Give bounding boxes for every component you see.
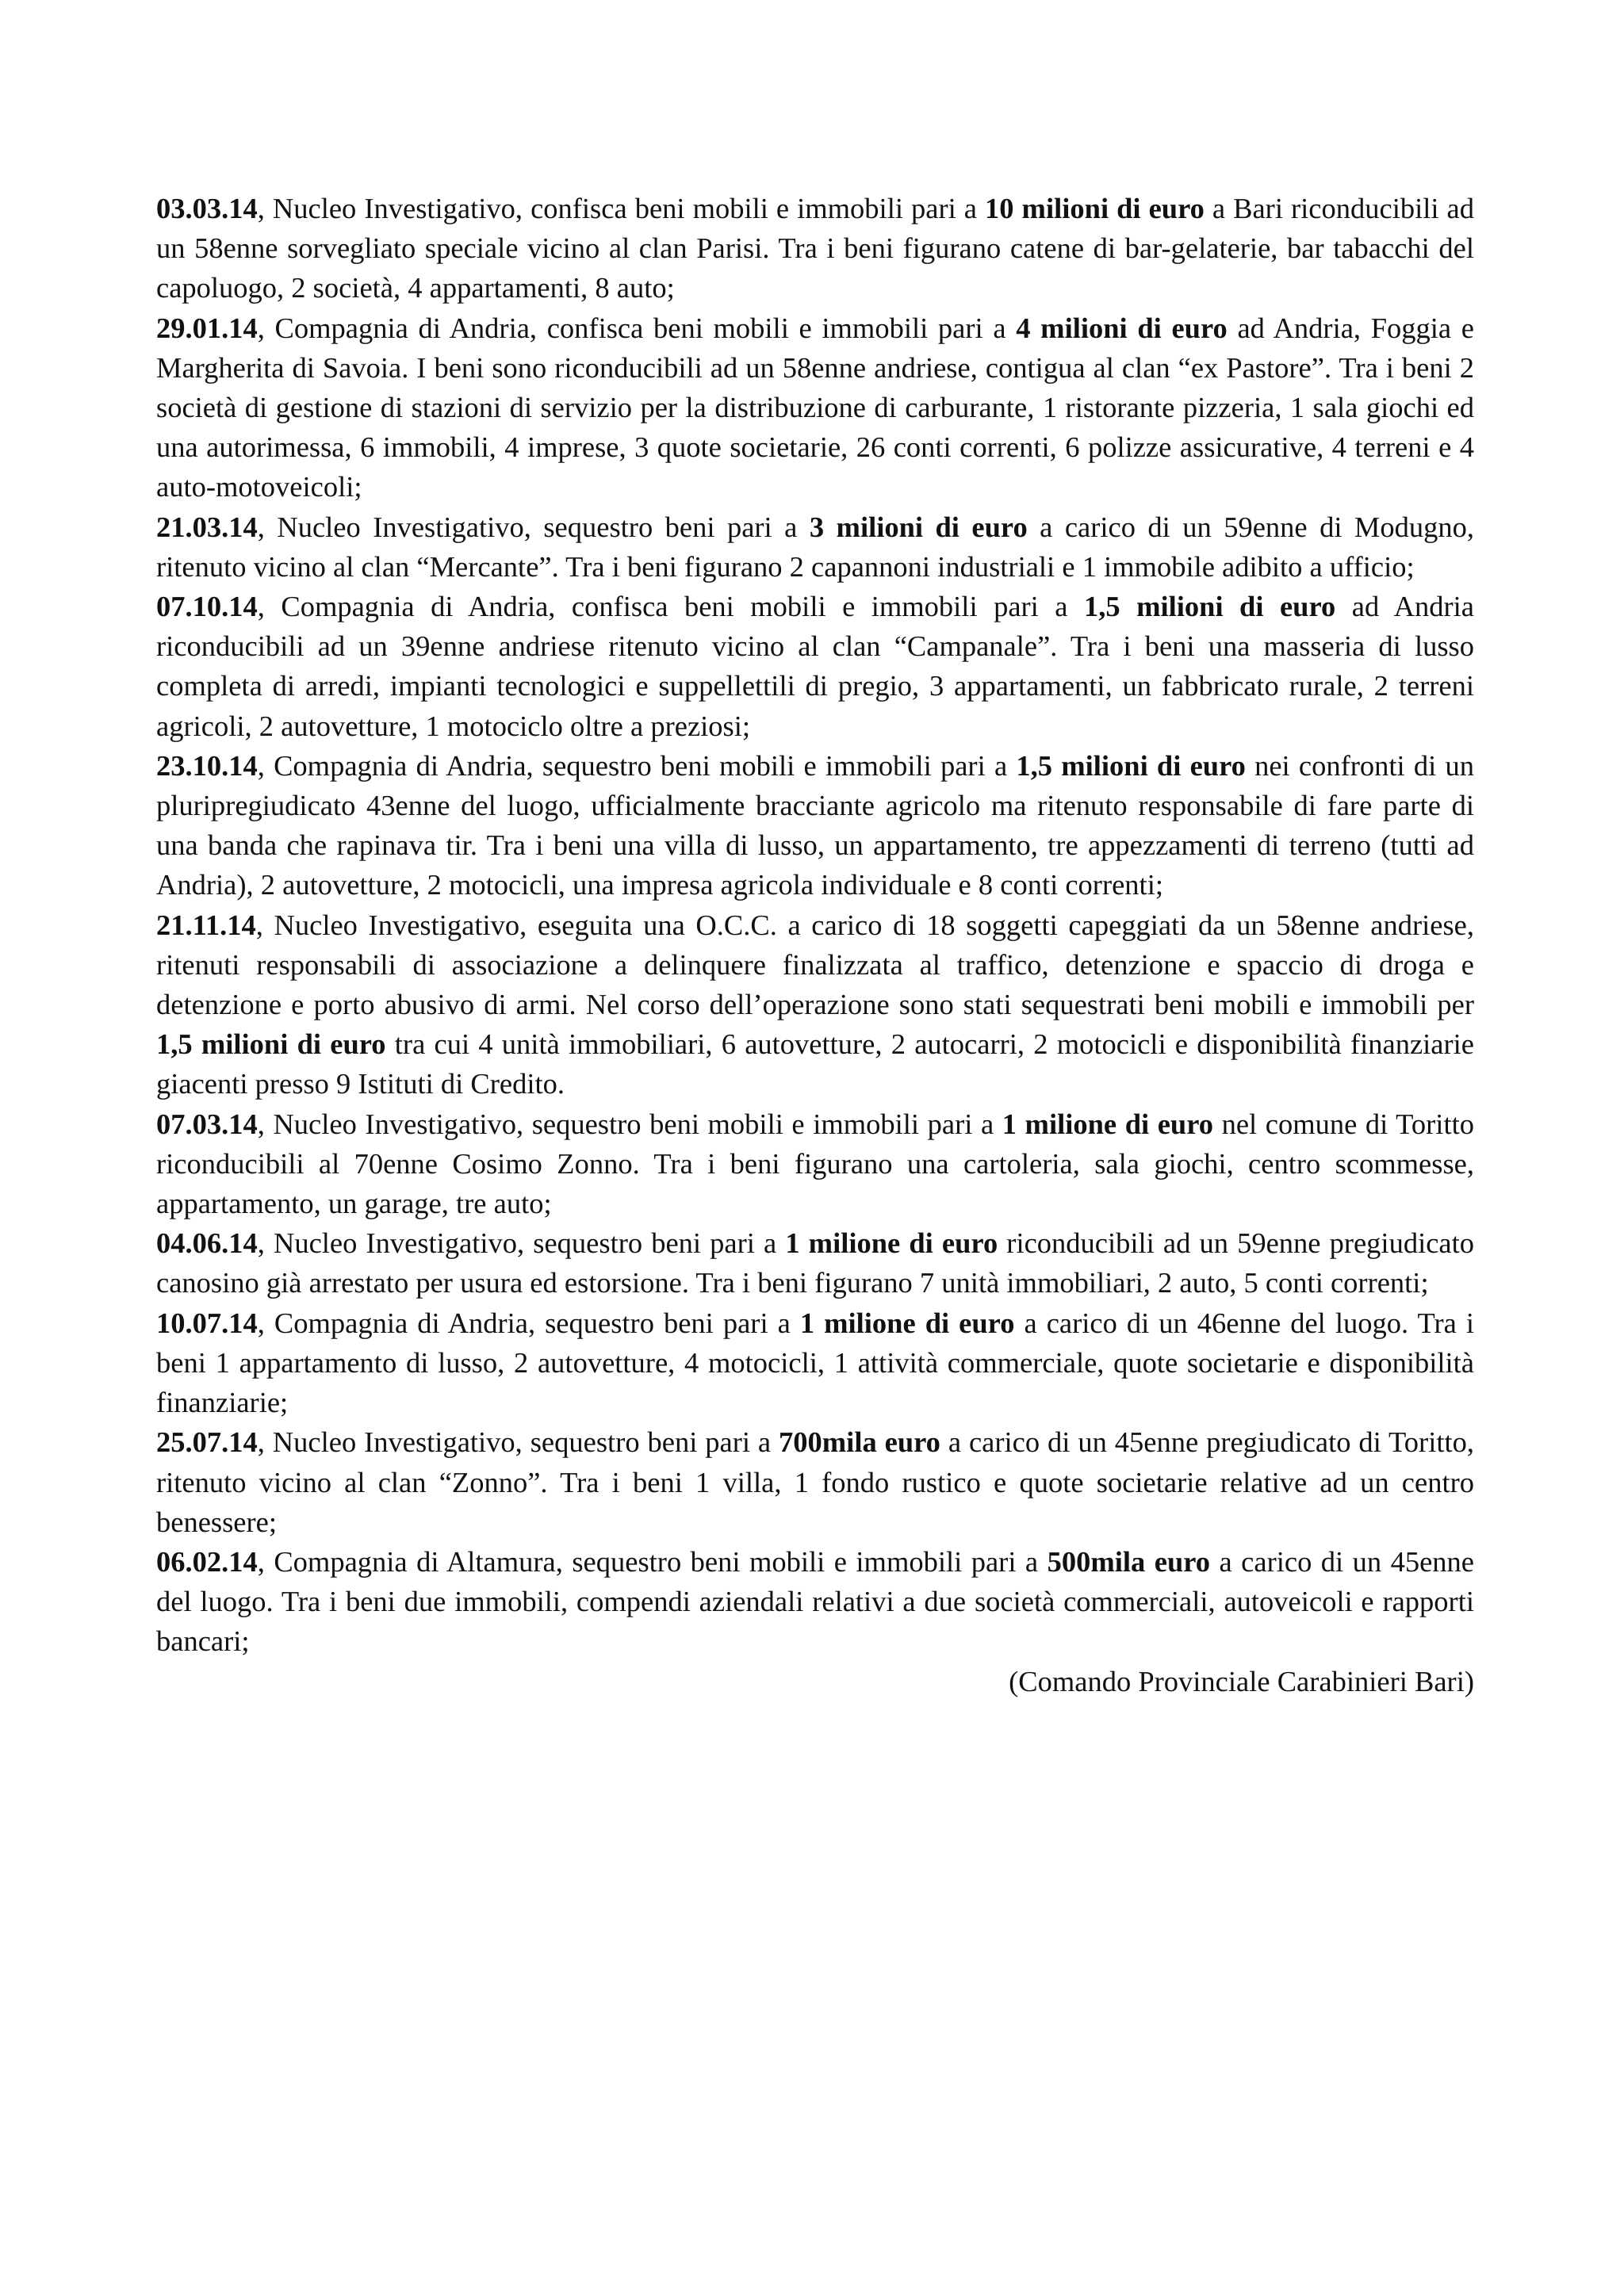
- document-page: [156, 189, 1474, 1701]
- entry-paragraph: [156, 1542, 1474, 1662]
- entry-bold-text: 03.03.14: [156, 192, 258, 224]
- entry-bold-text: 1,5 milioni di euro: [156, 1027, 386, 1061]
- entry-bold-text: 06.02.14: [156, 1544, 258, 1578]
- entry-text: , Nucleo Investigativo, sequestro beni pari a: [257, 510, 810, 543]
- entry-paragraph: [156, 1303, 1474, 1423]
- entry-bold-text: 4 milioni di euro: [1016, 311, 1228, 344]
- entry-text: ad Andria, Foggia e Margherita di Savoia. I beni sono riconducibili ad un 58enne andriese, contigua al clan “ex Pastore”. Tra i beni 2 società di gestione di stazioni di servizio per la distribuzione di carburante, 1 ristorante pizzeria, 1 sala giochi ed una autorimessa, 6 immobili, 4 imprese, 3 quote societarie, 26 conti correnti, 6 polizze assicurative, 4 terreni e 4 auto-motoveicoli;: [156, 311, 1475, 503]
- entry-text: a carico di un 45enne pregiudicato di Toritto, ritenuto vicino al clan “Zonno”. Tra i beni 1 villa, 1 fondo rustico e quote societarie relative ad un centro benessere;: [156, 1425, 1475, 1538]
- entry-text: , Compagnia di Altamura, sequestro beni mobili e immobili pari a: [257, 1544, 1048, 1578]
- entry-bold-text: 10 milioni di euro: [985, 192, 1205, 224]
- entry-text: nel comune di Toritto riconducibili al 70enne Cosimo Zonno. Tra i beni figurano una cartoleria, sala giochi, centro scommesse, appartamento, un garage, tre auto;: [156, 1107, 1474, 1220]
- entry-paragraph: [156, 905, 1474, 1104]
- entry-text: nei confronti di un pluripregiudicato 43enne del luogo, ufficialmente bracciante agricolo ma ritenuto responsabile di fare parte di una banda che rapinava tir. Tra i beni una villa di lusso, un appartamento, tre appezzamenti di terreno (tutti ad Andria), 2 autovetture, 2 motocicli, una impresa agricola individuale e 8 conti correnti;: [156, 748, 1474, 901]
- entry-paragraph: [156, 507, 1474, 587]
- signature: (Comando Provinciale Carabinieri Bari): [1009, 1664, 1474, 1697]
- entry-text: , Nucleo Investigativo, sequestro beni mobili e immobili pari a: [257, 1107, 1002, 1140]
- entry-bold-text: 25.07.14: [156, 1425, 258, 1459]
- entry-text: riconducibili ad un 59enne pregiudicato canosino già arrestato per usura ed estorsione. Tra i beni figurano 7 unità immobiliari, 2 auto, 5 conti correnti;: [156, 1226, 1474, 1299]
- entry-paragraph: [156, 189, 1474, 308]
- entry-bold-text: 07.03.14: [156, 1107, 258, 1140]
- entry-text: a carico di un 46enne del luogo. Tra i beni 1 appartamento di lusso, 2 autovetture, 4 motocicli, 1 attività commerciale, quote societarie e disponibilità finanziarie;: [156, 1306, 1474, 1419]
- entry-text: , Nucleo Investigativo, eseguita una O.C.C. a carico di 18 soggetti capeggiati da un 58enne andriese, ritenuti responsabili di associazione a delinquere finalizzata al traffico, detenzione e spaccio di droga e detenzione e porto abusivo di armi. Nel corso dell’operazione sono stati sequestrati beni mobili e immobili per: [156, 908, 1474, 1021]
- entry-text: a Bari riconducibili ad un 58enne sorvegliato speciale vicino al clan Parisi. Tra i beni figurano catene di bar-gelaterie, bar tabacchi del capoluogo, 2 società, 4 appartamenti, 8 auto;: [156, 192, 1474, 304]
- entry-paragraph: [156, 1422, 1474, 1542]
- entry-text: , Nucleo Investigativo, sequestro beni pari a: [257, 1425, 779, 1459]
- entry-bold-text: 1,5 milioni di euro: [1083, 590, 1336, 623]
- entry-bold-text: 1 milione di euro: [799, 1306, 1015, 1339]
- entry-paragraph: [156, 587, 1474, 746]
- entry-bold-text: 21.11.14: [156, 908, 256, 941]
- entry-paragraph: [156, 746, 1474, 905]
- entry-paragraph: [156, 1223, 1474, 1303]
- entry-bold-text: 700mila euro: [779, 1425, 940, 1459]
- entry-text: , Nucleo Investigativo, sequestro beni pari a: [257, 1226, 786, 1260]
- entry-text: , Compagnia di Andria, sequestro beni pari a: [257, 1306, 800, 1339]
- entry-text: , Nucleo Investigativo, confisca beni mobili e immobili pari a: [257, 192, 986, 224]
- entry-bold-text: 21.03.14: [156, 510, 258, 543]
- entry-text: tra cui 4 unità immobiliari, 6 autovetture, 2 autocarri, 2 motocicli e disponibilità finanziarie giacenti presso 9 Istituti di Credito.: [156, 1027, 1475, 1100]
- entry-bold-text: 07.10.14: [156, 590, 258, 623]
- entry-bold-text: 500mila euro: [1047, 1544, 1211, 1578]
- entry-text: , Compagnia di Andria, confisca beni mobili e immobili pari a: [257, 311, 1017, 344]
- entry-bold-text: 1 milione di euro: [785, 1226, 998, 1260]
- entry-bold-text: 3 milioni di euro: [809, 510, 1028, 543]
- entry-bold-text: 23.10.14: [156, 748, 258, 782]
- entry-paragraph: [156, 308, 1474, 507]
- entries-list: [156, 189, 1474, 1662]
- entry-bold-text: 1 milione di euro: [1002, 1107, 1213, 1140]
- entry-text: a carico di un 59enne di Modugno, ritenuto vicino al clan “Mercante”. Tra i beni figurano 2 capannoni industriali e 1 immobile adibito a ufficio;: [156, 510, 1475, 583]
- entry-bold-text: 29.01.14: [156, 311, 258, 344]
- entry-text: ad Andria riconducibili ad un 39enne andriese ritenuto vicino al clan “Campanale”. Tra i beni una masseria di lusso completa di arredi, impianti tecnologici e suppellettili di pregio, 3 appartamenti, un fabbricato rurale, 2 terreni agricoli, 2 autovetture, 1 motociclo oltre a preziosi;: [156, 590, 1475, 742]
- entry-bold-text: 10.07.14: [156, 1306, 258, 1339]
- entry-paragraph: [156, 1104, 1474, 1224]
- entry-text: a carico di un 45enne del luogo. Tra i beni due immobili, compendi aziendali relativi a due società commerciali, autoveicoli e rapporti bancari;: [156, 1544, 1475, 1658]
- entry-text: , Compagnia di Andria, sequestro beni mobili e immobili pari a: [257, 748, 1017, 782]
- entry-text: , Compagnia di Andria, confisca beni mobili e immobili pari a: [257, 590, 1084, 623]
- entry-bold-text: 1,5 milioni di euro: [1016, 748, 1246, 782]
- entry-bold-text: 04.06.14: [156, 1226, 258, 1260]
